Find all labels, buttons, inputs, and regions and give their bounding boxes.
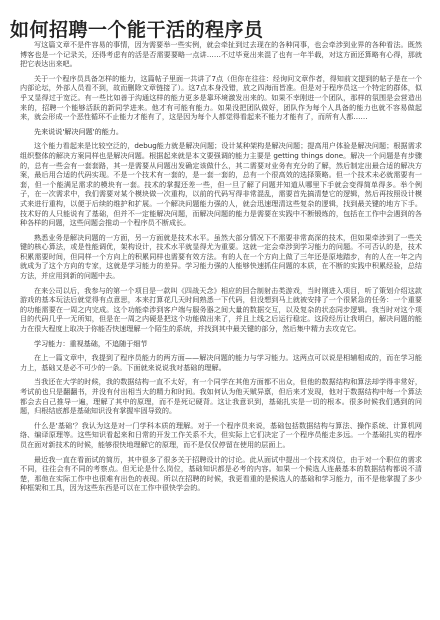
paragraph-solve-problem-lead: 先来说说'解决问题'的能力。 [34,126,124,136]
paragraph-interview: 最近我一直在看面试的简历，其中很多了很多关于招聘设计的讨论。此从面试中提出一个技术岗位，由于对一个职位的需求不同，往往会有不同的考察点。但无论是什么岗位，基础知识都是必考的内容。如果一个候选人连最基本的数据结构都说不清楚，那他在实际工作中也很难有出色的表现。所以在招聘的时候，我更看重的是候选人的基础和学习能力，而不是他掌握了多少种框架和工具，因为这些东西是可以在工作中很快学会的。 [20,454,422,493]
paragraph-university: 当我还在大学的时候，我的数据结构一直不太好，有一个同学在其他方面都不出众，但他的数据结构和算法却学得非常好，考试前也只是翻翻书，并没有付出相当大的精力和时间。我如何认为他天赋异禀，但后来才发现，他对于数据结构中每一个算法都会去自己推导一遍，理解了其中的原理，而不是死记硬背。这让我意识到，基础扎实是一切的根本。很多时候我们遇到的问题，归根结底都是基础知识没有掌握牢固导致的。 [20,377,422,416]
paragraph-project-story: 在来公司以后，我参与的第一个项目是一款叫《四战天念》相应的回合制射击类游戏，当时刚进入项目，听了策划介绍这款游戏的基本玩法后就觉得有点意思，本来打算花几天时间熟悉一下代码，但没想到马上就被安排了一个很紧急的任务：一个重要的功能需要在一周之内完成。这个功能牵涉到客户端与服务器之间大量的数据交互，以及复杂的状态同步逻辑。我当时对这个项目的代码几乎一无所知，但是在一周之内硬是把这个功能做出来了，并且上线之后运行稳定。这段经历让我明白，解决问题的能力在很大程度上取决于你能否快速理解一个陌生的系统，并找到其中最关键的部分，然后集中精力去攻克它。 [20,285,422,334]
paragraph-intro: 写这篇文章不是件容易的事情，因为需要举一些实例，就会牵扯到过去现在的各种同事，也会牵涉到业界的各种看法。既然博客也是一个记录关，还得考虑有的活是否需要要略一点讲……不过毕竟出来混了也有一年半载，对这方面还算略有心得，那就把它表达出来吧。 [20,40,422,69]
paragraph-learning-intro: 在上一篇文章中，我提到了程序员能力的两方面——解决问题的能力与学习能力。这两点可以说是相辅相成的，而在学习能力上，基础又是必不可少的一条。下面就来说说我对基础的理解。 [20,353,422,372]
section-heading-learning: 学习能力：重视基础，不追随于细节 [34,338,148,348]
article-body [20,40,422,498]
paragraph-business-tech: 熟悉业务是解决问题的一方面，另一方面就是技术水平。虽然大部分情况下不需要非常高深的技术，但如果牵涉到了一些关键的核心算法，或是性能调优，架构设计，技术水平就显得尤为重要。这就一定会牵涉到学习能力的问题。不可否认的是，技术积累需要时间，但同样一个方向上的积累同样也需要有效方法。有的人在一个方向上做了三年还是原地踏步，有的人在一年之内就成为了这个方向的专家，这就是学习能力的差异。学习能力强的人能够快速抓住问题的本质，在不断的实践中积累经验，总结方法，并应用到新的问题中去。 [20,232,422,281]
paragraph-solve-problem: 这个能力看起来是比较空泛的，debug能力就是解决问题；设计某种架构是解决问题；提高用户体验是解决问题；根据需求组织整体的解决方案同样也是解决问题。根据起来就是本文要强调的能力主要是 getting things done。解决一个问题是有步骤的，总有一些会有一套套路，其一是需要从问题出发确定该做什么，其二需要对业务有充分的了解，然后制定出最合适的解决方案，最后用合适的代码实现。不是一个技术有一套的，是一套一套的，总有一个很高效的选择策略。但一个技术未必就需要有一套，但一个能满足需求的模块有一套。技术的掌握还差一些，但一旦了解了问题并知道从哪里下手就会变得简单得多。举个例子，在一次需求中，我们需要对某个模块做一次重构，以前的代码写得非常混乱，需要首先搞清楚它的逻辑，然后再按照设计模式来进行重构，以便于后续的维护和扩展。一个解决问题能力强的人，就会迅速理清这些复杂的逻辑，找到最关键的地方下手。技术好的人只能说有了基础，但并不一定能解决问题，而解决问题的能力是需要在实践中不断锻炼的，包括在工作中会遇到的各种各样的问题，这些问题会推动一个程序员不断成长。 [20,141,422,228]
page-title: 如何招聘一个能干活的程序员 [10,19,264,41]
paragraph-abilities: 关于一个程序员具备怎样的能力，这篇帖子里面一共讲了7点（但你在往往：经询问文章作者，得知前文提到的帖子是在一个内部论坛，外部人员看不到，故而删除文章链接了）。这7点本身没错，放之四海而皆准。但是对于程序员这一个特定的群体，似乎又显得过于宽泛。有一些比如善于沟通这样的能力更多是靠环境激发出来的。如果不幸刚进一个团队，那样的氛围是会营造出来的，招聘一个能够活跃的新同学进来。他才有可能有能力。如果没把团队做好，团队作为每个人具备的能力也就不容易做起来，就会形成一个恶性循环不止能力才能有了，这是因为每个人都觉得看起来不能力才能有了，而所有人都…… [20,73,422,122]
paragraph-what-is-basic: 什么是'基础'？我认为这是对一门学科本质的理解。对于一个程序员来说，基础包括数据结构与算法、操作系统、计算机网络、编译原理等。这些知识看起来和日常的开发工作关系不大，但实际上它们决定了一个程序员能走多远。一个基础扎实的程序员在面对新技术的时候，能够很快地理解它的原理，而不是仅仅停留在使用的层面上。 [20,420,422,449]
